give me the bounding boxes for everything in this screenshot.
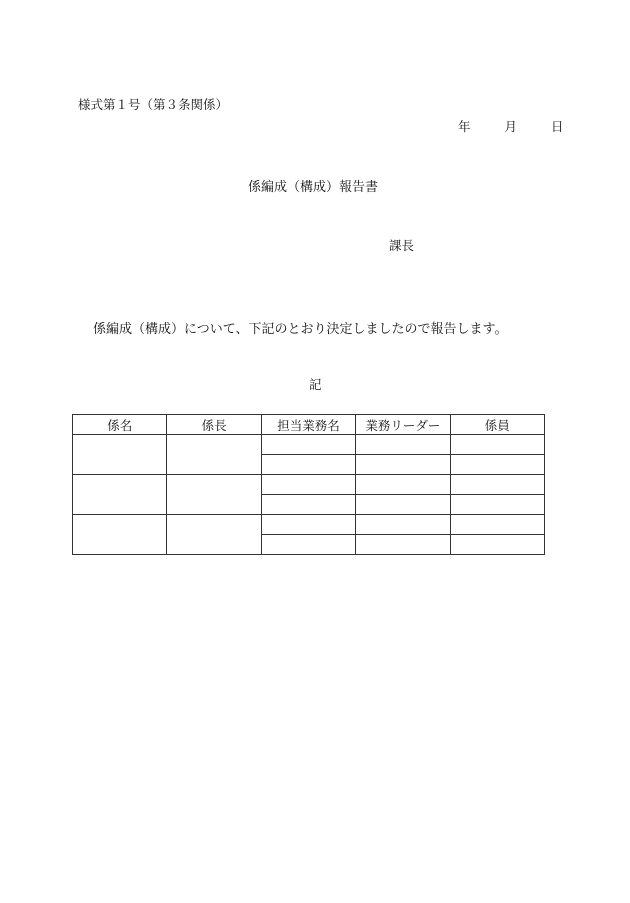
section-chief-cell[interactable]: [167, 435, 261, 475]
section-name-cell[interactable]: [73, 475, 167, 515]
date-line: [458, 117, 564, 135]
body-text: 係編成（構成）について、下記のとおり決定しましたので報告します。: [93, 322, 508, 337]
section-chief-cell[interactable]: [167, 515, 261, 555]
staff-cell[interactable]: [450, 495, 544, 515]
staff-cell[interactable]: [450, 535, 544, 555]
task-leader-cell[interactable]: [356, 475, 450, 495]
staff-cell[interactable]: [450, 515, 544, 535]
task-name-cell[interactable]: [261, 455, 355, 475]
task-name-cell[interactable]: [261, 435, 355, 455]
table-row: [73, 475, 545, 495]
task-leader-cell[interactable]: [356, 455, 450, 475]
task-leader-cell[interactable]: [356, 495, 450, 515]
table-header-row: [73, 415, 545, 435]
task-leader-cell[interactable]: [356, 435, 450, 455]
date-month-label: 月: [504, 119, 518, 134]
header-task-name: 担当業務名: [261, 415, 355, 435]
addressee: 課長: [389, 238, 415, 253]
header-section-name: 係名: [73, 415, 167, 435]
assignment-table: [72, 414, 545, 555]
document-title: 係編成（構成）報告書: [248, 180, 379, 195]
form-number: 様式第１号（第３条関係）: [78, 97, 229, 112]
ki-heading: 記: [309, 377, 322, 392]
header-staff: 係員: [450, 415, 544, 435]
staff-cell[interactable]: [450, 455, 544, 475]
section-name-cell[interactable]: [73, 435, 167, 475]
header-section-chief: 係長: [167, 415, 261, 435]
task-name-cell[interactable]: [261, 515, 355, 535]
header-task-leader: 業務リーダー: [356, 415, 450, 435]
section-name-cell[interactable]: [73, 515, 167, 555]
staff-cell[interactable]: [450, 435, 544, 455]
section-chief-cell[interactable]: [167, 475, 261, 515]
staff-cell[interactable]: [450, 475, 544, 495]
task-name-cell[interactable]: [261, 535, 355, 555]
task-leader-cell[interactable]: [356, 535, 450, 555]
table-row: [73, 515, 545, 535]
task-name-cell[interactable]: [261, 475, 355, 495]
date-year-label: 年: [458, 119, 471, 134]
task-name-cell[interactable]: [261, 495, 355, 515]
date-day-label: 日: [551, 119, 564, 134]
task-leader-cell[interactable]: [356, 515, 450, 535]
table-row: [73, 435, 545, 455]
